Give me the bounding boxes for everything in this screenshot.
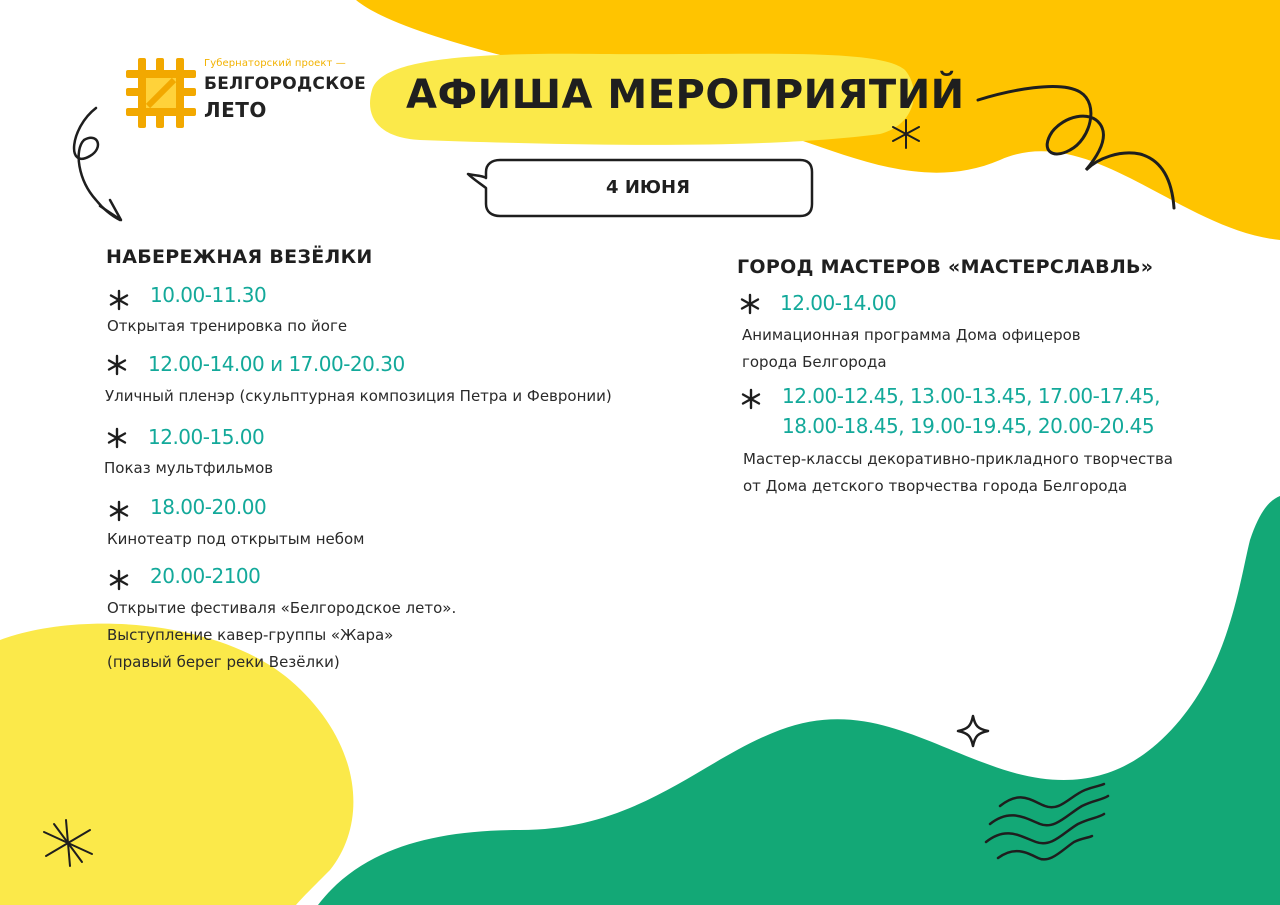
event-description: Анимационная программа Дома офицеров [742, 326, 1081, 344]
event-description: (правый берег реки Везёлки) [107, 653, 340, 671]
asterisk-icon [108, 569, 130, 591]
logo-emblem [126, 58, 196, 128]
event-time: 12.00-15.00 [148, 425, 265, 449]
green-blob [318, 496, 1280, 905]
asterisk-icon [739, 293, 761, 315]
event-time: 12.00-12.45, 13.00-13.45, 17.00-17.45, [782, 384, 1160, 408]
logo-title-line1: БЕЛГОРОДСКОЕ [204, 74, 367, 94]
event-time: 20.00-2100 [150, 564, 261, 588]
event-time: 18.00-18.45, 19.00-19.45, 20.00-20.45 [782, 414, 1155, 438]
event-description: от Дома детского творчества города Белгорода [743, 477, 1128, 495]
asterisk-icon [106, 427, 128, 449]
asterisk-icon [740, 388, 762, 410]
event-time: 12.00-14.00 и 17.00-20.30 [148, 352, 405, 376]
asterisk-icon [108, 289, 130, 311]
event-description: Выступление кавер-группы «Жара» [107, 626, 394, 644]
event-date: 4 ИЮНЯ [606, 176, 690, 198]
asterisk-icon [108, 500, 130, 522]
event-description: Открытие фестиваля «Белгородское лето». [107, 599, 457, 617]
event-description: города Белгорода [742, 353, 887, 371]
logo-subtitle: Губернаторский проект — [204, 58, 346, 69]
event-time: 10.00-11.30 [150, 283, 267, 307]
logo-title-line2: ЛЕТО [204, 98, 267, 122]
page-title: АФИША МЕРОПРИЯТИЙ [406, 72, 965, 118]
event-description: Показ мультфильмов [104, 459, 274, 477]
asterisk-icon [106, 354, 128, 376]
event-description: Кинотеатр под открытым небом [107, 530, 365, 548]
event-description: Открытая тренировка по йоге [107, 317, 348, 335]
right-section-heading: ГОРОД МАСТЕРОВ «МАСТЕРСЛАВЛЬ» [737, 256, 1154, 278]
event-description: Мастер-классы декоративно-прикладного творчества [743, 450, 1173, 468]
sparkle-doodle [958, 716, 988, 746]
event-time: 18.00-20.00 [150, 495, 267, 519]
left-section-heading: НАБЕРЕЖНАЯ ВЕЗЁЛКИ [106, 246, 373, 268]
event-time: 12.00-14.00 [780, 291, 897, 315]
event-description: Уличный пленэр (скульптурная композиция Петра и Февронии) [105, 387, 612, 405]
